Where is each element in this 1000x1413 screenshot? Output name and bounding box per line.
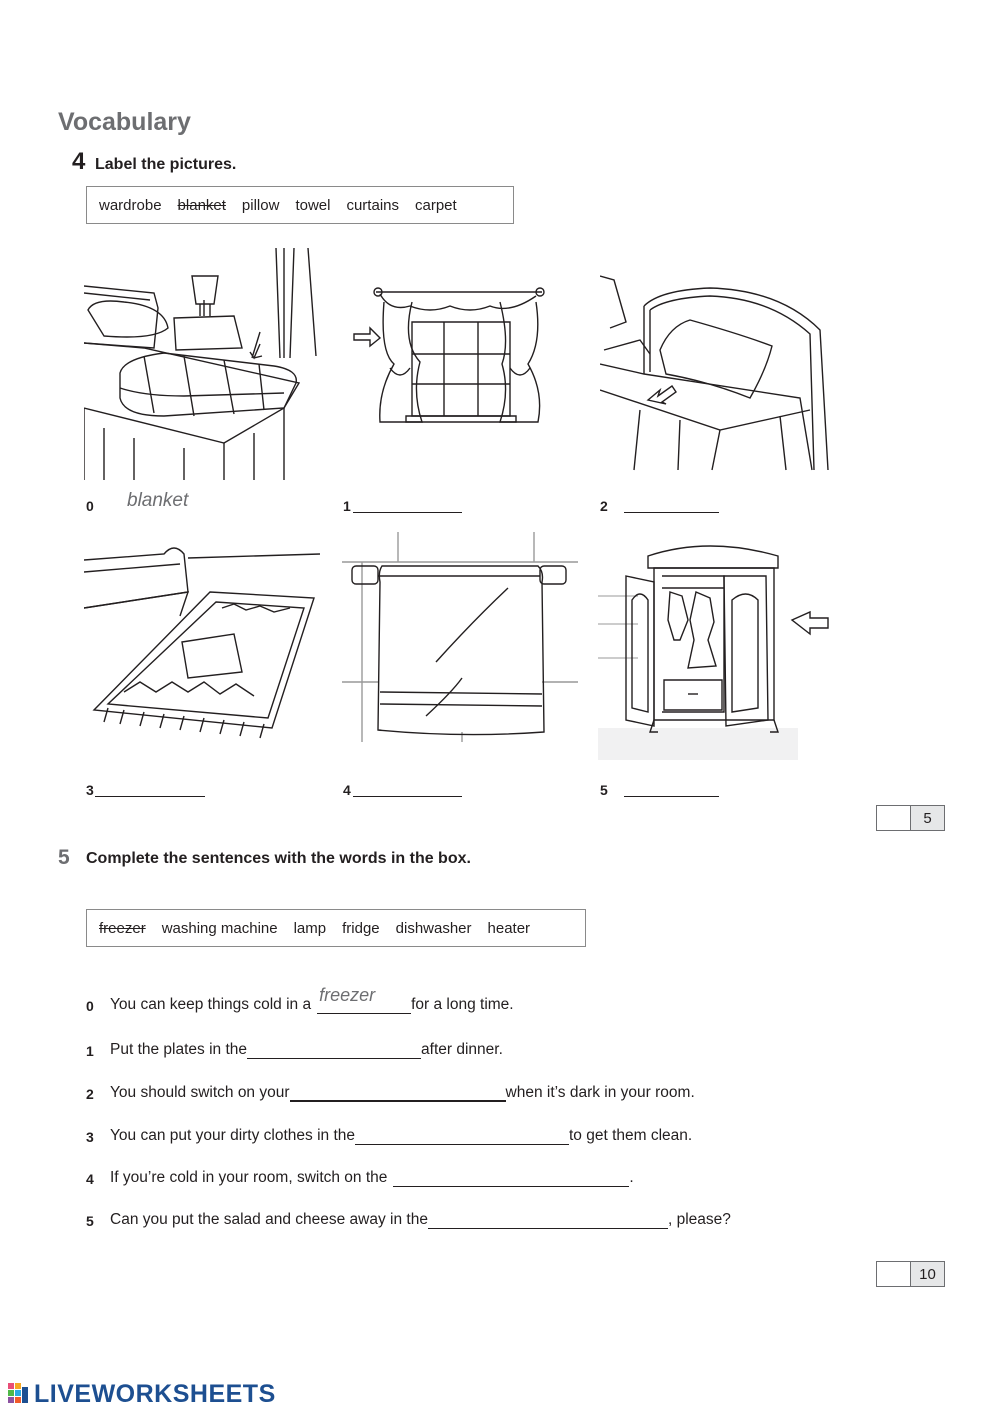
- sentence-number: 5: [86, 1213, 94, 1229]
- answer-blank-3[interactable]: [95, 796, 205, 797]
- word-box-item: dishwasher: [395, 919, 472, 937]
- brand-name: LIVEWORKSHEETS: [34, 1380, 276, 1408]
- exercise-4-number: 4: [72, 148, 86, 175]
- exercise-5-number: 5: [58, 846, 70, 869]
- sentence-text-before: You can put your dirty clothes in the: [110, 1127, 355, 1144]
- bed-blanket-illustration: [84, 248, 320, 480]
- answer-gap-4[interactable]: [393, 1172, 629, 1187]
- example-answer-blanket: blanket: [127, 490, 189, 511]
- answer-blank-5[interactable]: [624, 796, 719, 797]
- picture-label-number: 4: [343, 782, 351, 798]
- section-title: Vocabulary: [58, 108, 191, 136]
- liveworksheets-logo-icon: [8, 1383, 30, 1407]
- word-box-item: curtains: [346, 196, 399, 214]
- score-total: 10: [911, 1262, 944, 1286]
- answer-blank-2[interactable]: [624, 512, 719, 513]
- towel-illustration: [342, 532, 578, 742]
- sentence-number: 1: [86, 1043, 94, 1059]
- word-box-item: lamp: [293, 919, 327, 937]
- curtains-window-illustration: [350, 272, 550, 428]
- picture-label-number: 2: [600, 498, 608, 514]
- answer-gap-5[interactable]: [428, 1214, 668, 1229]
- exercise-5-word-box: [86, 909, 586, 947]
- sentence-number: 0: [86, 998, 94, 1014]
- answer-blank-1[interactable]: [353, 512, 462, 513]
- bed-pillow-illustration: [600, 270, 832, 480]
- word-box-item: washing machine: [161, 919, 278, 937]
- sentence-text-after: after dinner.: [421, 1041, 503, 1058]
- sentence-number: 4: [86, 1171, 94, 1187]
- picture-label-number: 1: [343, 498, 351, 514]
- sentence-number: 2: [86, 1086, 94, 1102]
- exercise-4-score-box: [876, 805, 945, 831]
- word-box-item: wardrobe: [99, 196, 162, 214]
- sentence-text-before: If you’re cold in your room, switch on the: [110, 1169, 388, 1186]
- word-box-item: heater: [487, 919, 531, 937]
- picture-label-number: 5: [600, 782, 608, 798]
- example-answer-freezer: freezer: [319, 985, 376, 1005]
- sentence-5: [86, 1211, 731, 1229]
- exercise-5-instruction: Complete the sentences with the words in the box.: [86, 850, 471, 867]
- answer-gap-1[interactable]: [247, 1044, 421, 1059]
- sentence-text-before: Can you put the salad and cheese away in the: [110, 1211, 428, 1228]
- liveworksheets-logo: [8, 1380, 276, 1409]
- sentence-text-after: to get them clean.: [569, 1127, 693, 1144]
- sentence-2: [86, 1084, 695, 1102]
- sentence-text-before: You can keep things cold in a: [110, 996, 312, 1013]
- sentence-text-after: for a long time.: [411, 996, 514, 1013]
- word-box-item: carpet: [415, 196, 457, 214]
- example-answer-gap: [317, 985, 411, 1014]
- sentence-3: [86, 1127, 692, 1145]
- sentence-text-before: You should switch on your: [110, 1084, 290, 1101]
- exercise-5-score-box: [876, 1261, 945, 1287]
- exercise-4-instruction: Label the pictures.: [95, 156, 237, 173]
- carpet-illustration: [84, 532, 320, 742]
- sentence-text-after: .: [629, 1169, 634, 1186]
- score-input[interactable]: [877, 1262, 911, 1286]
- score-input[interactable]: [877, 806, 911, 830]
- answer-blank-4[interactable]: [353, 796, 462, 797]
- word-box-item: towel: [295, 196, 331, 214]
- wardrobe-illustration: [598, 540, 834, 760]
- answer-gap-3[interactable]: [355, 1130, 569, 1145]
- sentence-text-before: Put the plates in the: [110, 1041, 248, 1058]
- sentence-number: 3: [86, 1129, 94, 1145]
- sentence-1: [86, 1041, 503, 1059]
- sentence-0: [86, 985, 514, 1014]
- word-box-item-struck: freezer: [99, 919, 146, 937]
- sentence-4: [86, 1169, 634, 1187]
- score-total: 5: [911, 806, 944, 830]
- sentence-text-after: , please?: [667, 1211, 731, 1228]
- word-box-item: pillow: [241, 196, 280, 214]
- picture-label-number: 0: [86, 498, 94, 514]
- answer-gap-2[interactable]: [290, 1086, 506, 1102]
- picture-label-number: 3: [86, 782, 94, 798]
- sentence-text-after: when it’s dark in your room.: [505, 1084, 695, 1101]
- word-box-item-struck: blanket: [177, 196, 226, 214]
- word-box-item: fridge: [342, 919, 380, 937]
- exercise-4-word-box: [86, 186, 514, 224]
